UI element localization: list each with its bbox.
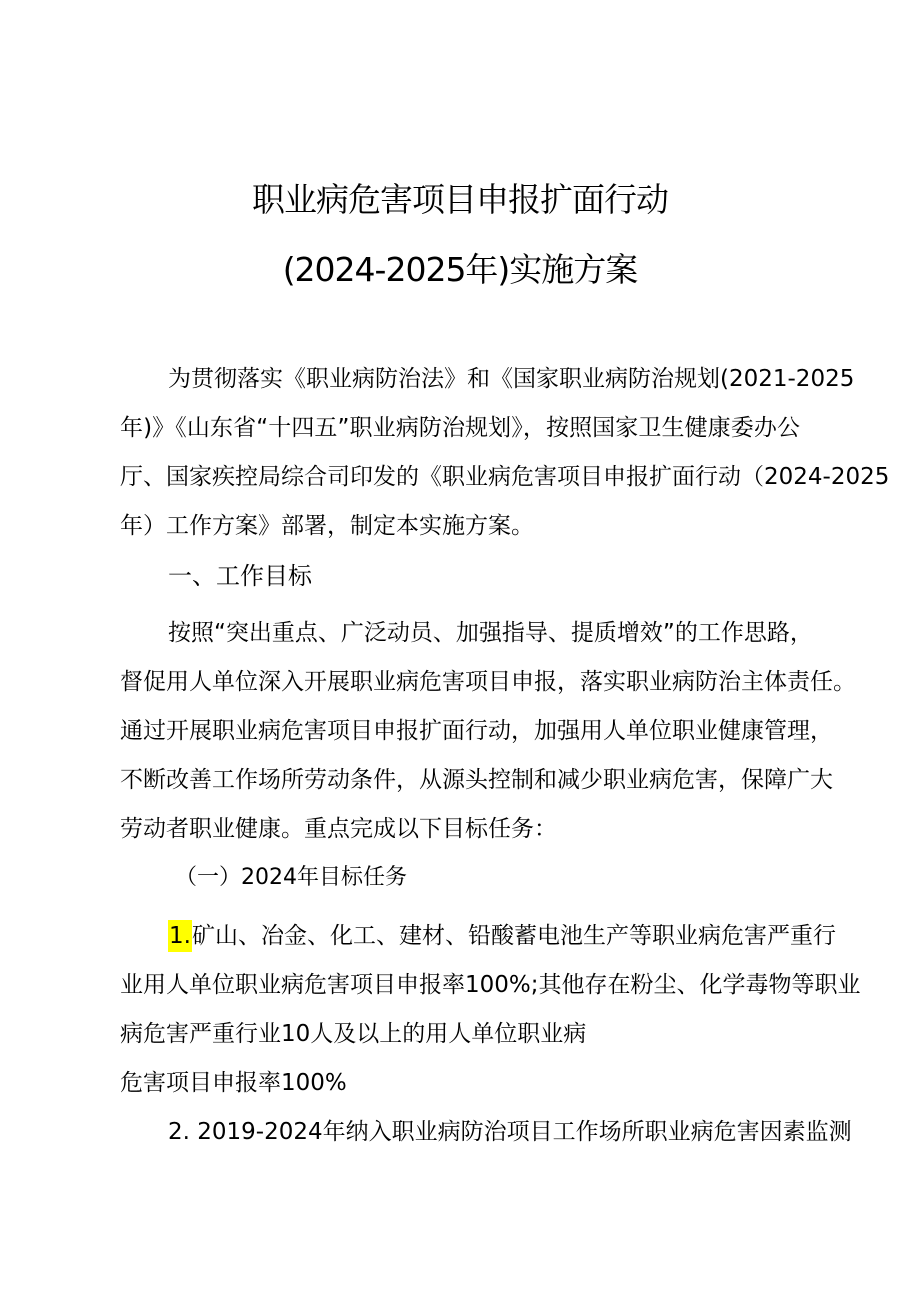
section1-line-2: 督促用人单位深入开展职业病危害项目申报，落实职业病防治主体责任。 bbox=[120, 669, 856, 695]
item1-text-1: 矿山、冶金、化工、建材、铅酸蓄电池生产等职业病危害严重行 bbox=[191, 923, 836, 949]
item1-marker-highlight: 1. bbox=[168, 920, 192, 952]
intro-line-2: 年)》《山东省“十四五”职业病防治规划》，按照国家卫生健康委办公 bbox=[120, 415, 800, 441]
section-heading-work-goals: 一、工作目标 bbox=[168, 562, 312, 590]
item1-line-4: 危害项目申报率100% bbox=[120, 1070, 347, 1096]
intro-line-3: 厅、国家疾控局综合司印发的《职业病危害项目申报扩面行动（2024-2025 bbox=[120, 464, 890, 490]
subsection-heading-2024: （一）2024年目标任务 bbox=[175, 865, 407, 890]
item2-line-1: 2. 2019-2024年纳入职业病防治项目工作场所职业病危害因素监测 bbox=[168, 1119, 852, 1145]
section1-line-5: 劳动者职业健康。重点完成以下目标任务： bbox=[120, 816, 557, 842]
section1-line-1: 按照“突出重点、广泛动员、加强指导、提质增效”的工作思路， bbox=[168, 620, 813, 646]
document-title-line-1: 职业病危害项目申报扩面行动 bbox=[252, 180, 668, 219]
intro-line-1: 为贯彻落实《职业病防治法》和《国家职业病防治规划(2021-2025 bbox=[168, 366, 855, 392]
intro-line-4: 年）工作方案》部署，制定本实施方案。 bbox=[120, 513, 534, 539]
document-title-line-2: (2024-2025年)实施方案 bbox=[282, 250, 638, 289]
item1-line-1 bbox=[168, 920, 836, 952]
section1-line-4: 不断改善工作场所劳动条件，从源头控制和减少职业病危害，保障广大 bbox=[120, 767, 833, 793]
section1-line-3: 通过开展职业病危害项目申报扩面行动，加强用人单位职业健康管理， bbox=[120, 718, 833, 744]
item1-line-2: 业用人单位职业病危害项目申报率100%;其他存在粉尘、化学毒物等职业 bbox=[120, 972, 861, 998]
item1-line-3: 病危害严重行业10人及以上的用人单位职业病 bbox=[120, 1021, 587, 1047]
